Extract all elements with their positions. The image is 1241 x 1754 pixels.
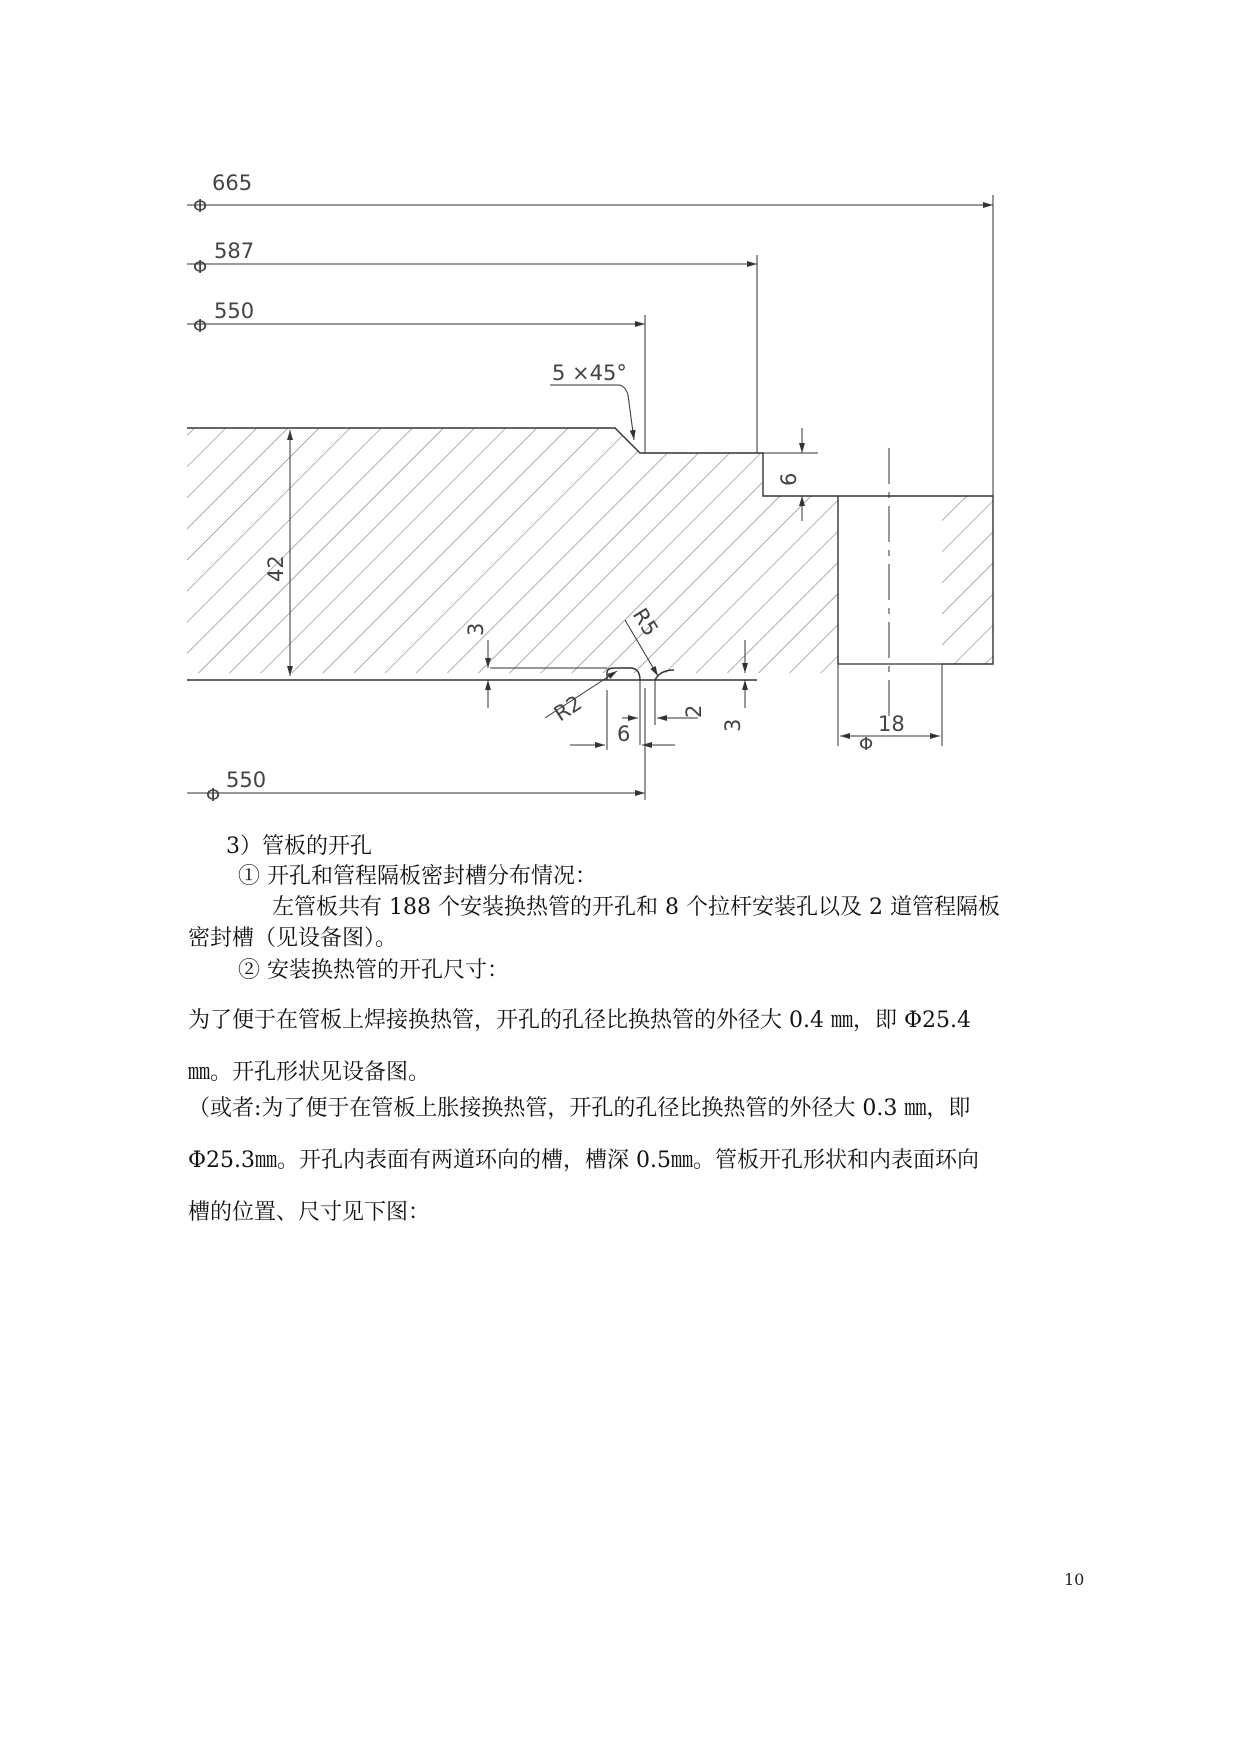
paragraph-line: 左管板共有 188 个安装换热管的开孔和 8 个拉杆安装孔以及 2 道管程隔板: [272, 895, 1000, 920]
dim-587: 587: [214, 239, 255, 263]
phi-symbol: Φ: [193, 316, 208, 337]
subheading-1: ① 开孔和管程隔板密封槽分布情况：: [238, 864, 597, 889]
page-number: 10: [1064, 1570, 1085, 1589]
dim-3-right: 3: [721, 718, 745, 732]
tube-sheet-section: [187, 428, 838, 673]
tube-sheet-drawing: [0, 0, 1241, 830]
paragraph-line: （或者:为了便于在管板上胀接换热管，开孔的孔径比换热管的外径大 0.3 ㎜，即: [188, 1096, 971, 1121]
phi-symbol: Φ: [859, 734, 874, 755]
dim-18: 18: [878, 712, 905, 736]
dim-chamfer: 5 ×45°: [552, 361, 627, 385]
paragraph-line: Φ25.3㎜。开孔内表面有两道环向的槽，槽深 0.5㎜。管板开孔形状和内表面环向: [188, 1148, 980, 1173]
paragraph-line: 为了便于在管板上焊接换热管，开孔的孔径比换热管的外径大 0.4 ㎜，即 Φ25.4: [188, 1008, 971, 1033]
tube-sheet-right-section: [942, 496, 993, 664]
phi-symbol: Φ: [193, 196, 208, 217]
dim-550-top: 550: [214, 299, 255, 323]
dim-2: 2: [682, 704, 706, 718]
dim-r2: R2: [549, 690, 587, 727]
dim-6-width: 6: [617, 722, 631, 746]
paragraph-line: 密封槽（见设备图）。: [188, 926, 398, 951]
dim-3-left: 3: [464, 622, 488, 636]
dim-550-bottom: 550: [226, 768, 267, 792]
subheading-2: ② 安装换热管的开孔尺寸：: [238, 958, 509, 983]
paragraph-line: ㎜。开孔形状见设备图。: [188, 1060, 431, 1085]
dim-r5: R5: [627, 603, 663, 641]
phi-symbol: Φ: [206, 785, 221, 806]
phi-symbol: Φ: [193, 257, 208, 278]
paragraph-line: 槽的位置、尺寸见下图：: [188, 1200, 431, 1225]
dim-42: 42: [264, 555, 288, 582]
dim-665: 665: [212, 171, 253, 195]
section-heading: 3）管板的开孔: [226, 834, 372, 859]
dim-6-vertical: 6: [777, 472, 801, 486]
